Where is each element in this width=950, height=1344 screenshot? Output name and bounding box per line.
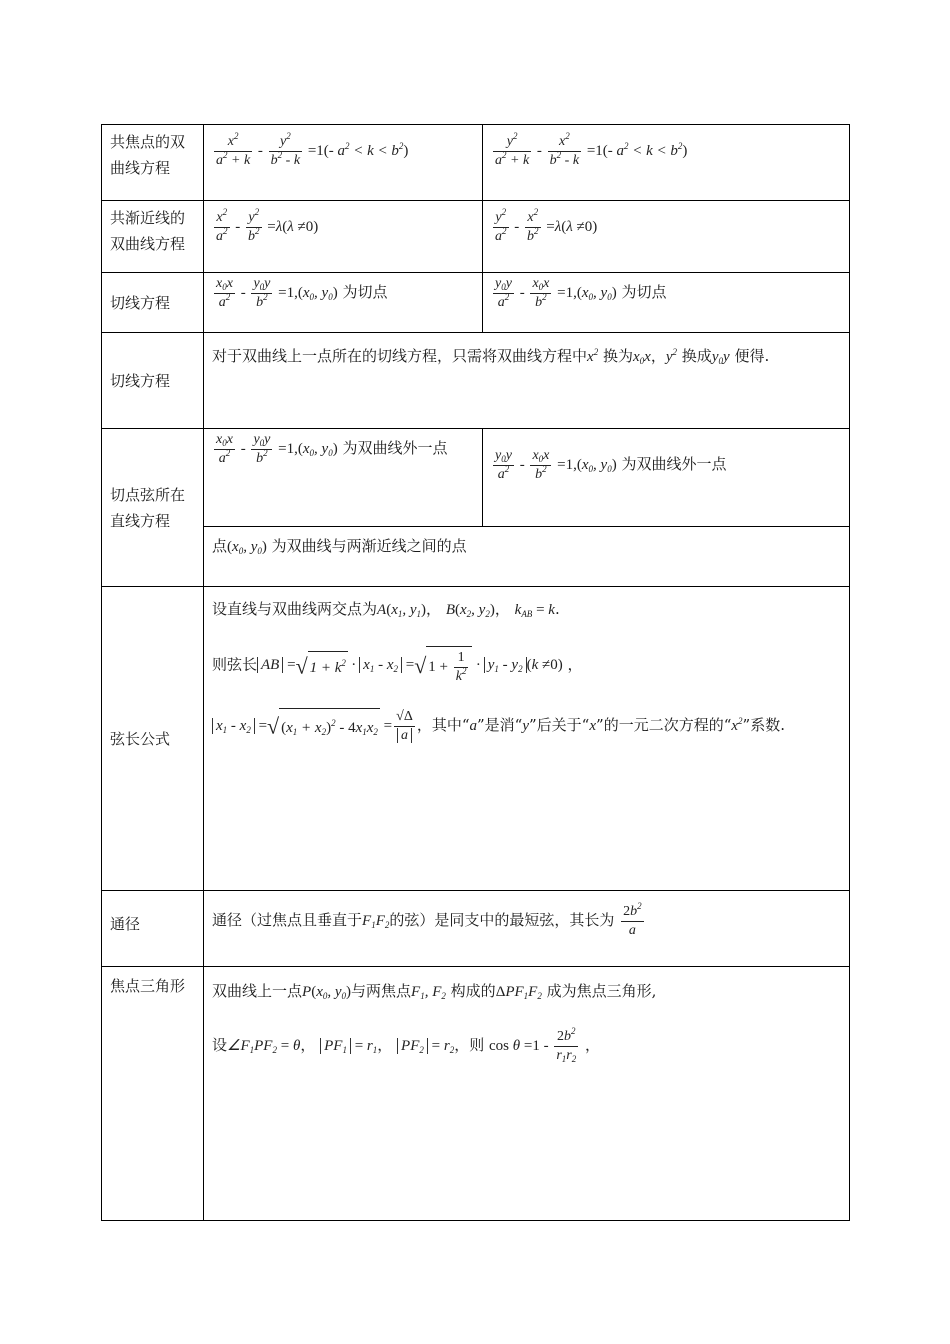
- formula-chord-x: $\frac{x_0x}{a^2}$ - $\frac{y_0y}{b^2}$ $=1,(x_0$, $y_0$) 为双曲线外一点: [204, 429, 483, 527]
- label-confocal: 共焦点的双曲线方程: [102, 125, 204, 201]
- focal-triangle-line1: 双曲线上一点$P(x_0$, $y_0$)与两焦点$F_1$, $F_2$ 构成的$\Delta PF_1F_2$ 成为焦点三角形,: [212, 982, 657, 1001]
- chord-outside-text: 为双曲线外一点: [342, 438, 448, 457]
- label-tangent-rule: 切线方程: [102, 333, 204, 429]
- row-asymptote: [102, 201, 850, 273]
- label-chord-length: 弦长公式: [102, 587, 204, 891]
- chord-length-line1: 设直线与双曲线两交点为$A(x_1$, $y_1$)， $B(x_2$, $y_2$)， $k_{AB} = k$.: [212, 600, 560, 619]
- label-focal-triangle: 焦点三角形: [102, 967, 204, 1221]
- formula-table-container: [101, 124, 849, 1221]
- row-chord-note: [102, 527, 850, 587]
- tangent-point-text-2: 为切点: [621, 282, 667, 301]
- tangent-rule-text: 对于双曲线上一点所在的切线方程，只需将双曲线方程中$x^2$ 换为$x_0x$，$y^2$ 换成$y_0y$ 便得.: [204, 333, 850, 429]
- label-tangent: 切线方程: [102, 273, 204, 333]
- formula-tangent-y: $\frac{y_0y}{a^2}$ - $\frac{x_0x}{b^2}$ $=1,(x_0$, $y_0$) 为切点: [483, 273, 850, 333]
- chord-note: 点($x_0$, $y_0$) 为双曲线与两渐近线之间的点: [204, 527, 850, 587]
- row-latus-rectum: [102, 891, 850, 967]
- chord-outside-text-2: 为双曲线外一点: [621, 454, 727, 473]
- row-confocal: [102, 125, 850, 201]
- label-latus: 通径: [102, 891, 204, 967]
- chord-length-line2: 则弦长 AB =√ $1 + k^2 \cdot x_1 - x_2$ =√ 1 + $\frac{1}{k^2}$ · $y_1 - y_2$ (k ≠0) ，: [212, 646, 841, 686]
- formula-asymptote-x: $\frac{x^2}{a^2}$ - $\frac{y^2}{b^2}$ =λ(λ ≠0): [204, 201, 483, 273]
- chord-length-line3: $x_1 - x_2$ =√ $(x_1 + x_2)^2 - 4x_1x_2$ = $\frac{√\Delta}{a}$ ，其中“a”是消“y”后关于“x”的一元二次方程的“$x^2$”系数.: [212, 708, 841, 745]
- label-chord: 切点弦所在直线方程: [102, 429, 204, 587]
- formula-tangent-x: $\frac{x_0x}{a^2}$ - $\frac{y_0y}{b^2}$ $=1,(x_0$, $y_0$) 为切点: [204, 273, 483, 333]
- row-chord-contact: [102, 429, 850, 527]
- formula-confocal-x: $\frac{x^2}{a^2 + k}$ - $\frac{y^2}{b^2 - k}$ =1(- $a^2 < k < b^2$): [204, 125, 483, 201]
- row-tangent-rule: [102, 333, 850, 429]
- formula-asymptote-y: $\frac{y^2}{a^2}$ - $\frac{x^2}{b^2}$ =λ(λ ≠0): [483, 201, 850, 273]
- formula-confocal-y: $\frac{y^2}{a^2 + k}$ - $\frac{x^2}{b^2 - k}$ =1(- $a^2 < k < b^2$): [483, 125, 850, 201]
- row-chord-length: [102, 587, 850, 891]
- row-tangent-formula: [102, 273, 850, 333]
- focal-triangle-content: [204, 967, 850, 1221]
- hyperbola-formula-table: [101, 124, 850, 1221]
- row-focal-triangle: [102, 967, 850, 1221]
- chord-length-content: [204, 587, 850, 891]
- focal-triangle-line2: 设$\angle F_1PF_2 = \theta$， $PF_1 = r_1$， $PF_2 = r_2$，则 cos θ =1 - $\frac{2b^2}{r_1r_2}$ ，: [212, 1026, 601, 1065]
- latus-content: 通径（过焦点且垂直于$F_1F_2$的弦）是同支中的最短弦，其长为 $\frac{2b^2}{a}$: [204, 891, 850, 967]
- tangent-point-text: 为切点: [342, 282, 388, 301]
- formula-chord-y: $\frac{y_0y}{a^2}$ - $\frac{x_0x}{b^2}$ $=1,(x_0$, $y_0$) 为双曲线外一点: [483, 429, 850, 527]
- label-asymptote: 共渐近线的双曲线方程: [102, 201, 204, 273]
